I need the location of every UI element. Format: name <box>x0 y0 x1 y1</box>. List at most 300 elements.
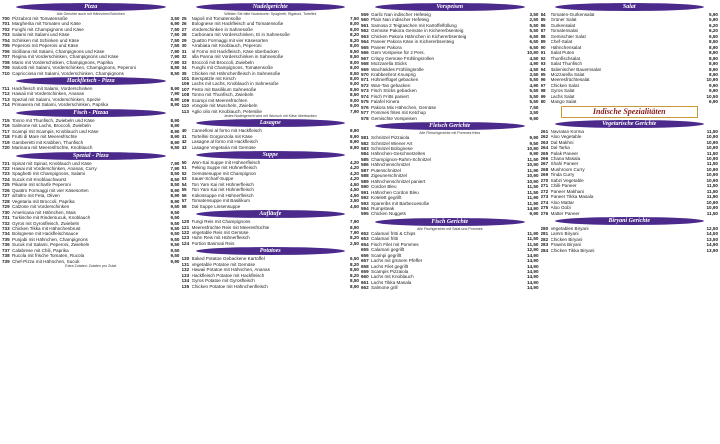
item-price: 7,90 <box>350 108 359 114</box>
item-price: 5,90 <box>709 17 718 23</box>
item-number: 265 <box>540 150 549 156</box>
section-subtitle: Extra Zutaten: Zutaten pro Zutat <box>65 264 117 269</box>
item-name: Meeresfrüchte Reis mit Meeresfrüchte <box>191 224 270 230</box>
menu-item <box>182 145 360 150</box>
item-name: Pikante mit scharfe Peperoni <box>12 182 71 188</box>
item-price: 4,50 <box>350 187 359 193</box>
item-number: 96 <box>540 77 546 83</box>
item-price: 9,00 <box>350 97 359 103</box>
item-number: 718 <box>2 134 10 140</box>
item-price: 3,50 <box>170 16 180 21</box>
item-name: Pesto mit Basilikum Sahnesoße <box>191 86 257 92</box>
item-number: 135 <box>181 283 190 289</box>
menu-item <box>2 102 180 107</box>
item-number: 701 <box>2 21 10 27</box>
item-price: 5,90 <box>709 12 718 17</box>
item-name: alla Panna mit Vorderschinken in Sahnesoße <box>191 54 284 60</box>
section-subtitle: Jedes Nudelgericht wird mit Wunsch mit Käse überbacken <box>223 114 317 119</box>
item-number: 732 <box>2 220 10 226</box>
item-number: 55 <box>181 187 187 193</box>
item-name: Lasagne al forno mit Hackfleisch <box>191 139 258 145</box>
item-name: Margherita mit Tomaten und Käse <box>12 21 81 27</box>
item-name: Hähnchensalat <box>550 44 582 50</box>
item-number: 573 <box>361 88 369 94</box>
item-number: 584 <box>361 151 369 157</box>
item-price: 2,50 <box>350 240 359 246</box>
item-name: Crispy Gemüse Frühlingsrollen <box>371 55 435 61</box>
item-number: 94 <box>540 66 546 72</box>
item-number: 739 <box>2 258 10 264</box>
item-name: Italienischer Bauernsalat <box>550 66 601 72</box>
section-header: Hackfleisch - Pizza <box>16 77 166 85</box>
item-price: 8,20 <box>350 261 359 267</box>
item-name: Tomatensalat <box>550 28 578 34</box>
item-price: 8,00 <box>350 65 359 71</box>
item-name: Meeresfrüchtesalat <box>550 77 590 83</box>
item-price: 8,90 <box>709 66 718 72</box>
item-name: Chicken Tikka mit Hähnchenbrust <box>12 225 81 231</box>
item-number: 29 <box>181 37 187 43</box>
section-header: Fisch Gerichte <box>375 218 525 226</box>
menu-item <box>2 145 180 150</box>
item-name: Marinara mit Meeresfrüchte, Knoblauch <box>12 145 93 151</box>
item-name: Tonno mit Thunfisch, Zwiebeln <box>191 92 254 98</box>
item-number: 97 <box>540 82 546 88</box>
item-number: 585 <box>361 156 369 162</box>
item-price: 8,90 <box>170 193 180 199</box>
item-price: 3,50 <box>529 71 539 77</box>
item-name: Paneer Pakora <box>371 44 402 50</box>
item-name: Frutti di Mare mit Meeresfrüchte <box>12 134 78 140</box>
item-number: 28 <box>181 32 187 38</box>
item-name: Putenschnitzel <box>371 167 401 173</box>
item-price: 5,50 <box>529 22 539 28</box>
item-number: 714 <box>2 102 10 108</box>
item-name: Bierspätzle mit Kirsch <box>191 75 236 81</box>
item-number: 113 <box>181 108 189 114</box>
indian-specialties-banner: Indische Spezialitäten <box>561 106 699 118</box>
section-header: Nudelgerichte <box>196 3 346 11</box>
item-name: Salmone mit Lachs, Broccoli, Zwiebeln <box>12 123 91 129</box>
item-name: Bolognese mit Hackfleisch und Tomatensoße <box>191 21 284 27</box>
item-name: Gamberetti mit Krabben, Thunfisch <box>12 139 84 145</box>
item-name: Shahi Paneer <box>550 161 579 167</box>
item-price: 8,50 <box>170 171 180 177</box>
item-number: 737 <box>2 247 10 253</box>
item-name: Gemischte Vorspeisen <box>371 115 417 121</box>
item-number: 735 <box>2 236 10 242</box>
item-number: 92 <box>540 55 546 61</box>
item-name: Americana mit Hähnchen, Mais <box>12 209 76 215</box>
item-name: Hähnchenschnitzel paniert <box>371 178 426 184</box>
item-price: 4,20 <box>350 159 359 165</box>
item-price: 11,50 <box>527 241 539 247</box>
item-name: Navratan Korma <box>550 128 584 134</box>
item-name: Chicken Salat <box>550 82 579 88</box>
item-name: Lachs Tikka Masala <box>371 279 412 285</box>
item-number: 134 <box>181 278 190 284</box>
item-number: 712 <box>2 91 10 97</box>
item-number: 90 <box>540 44 546 50</box>
item-price: 8,50 <box>170 182 180 188</box>
item-number: 720 <box>2 145 10 151</box>
item-name: Lachs mit grünem Pfeffer <box>371 258 423 264</box>
item-number: 705 <box>2 43 10 49</box>
item-number: 284 <box>540 247 549 253</box>
menu-column-3 <box>361 2 539 442</box>
menu-item <box>182 204 360 209</box>
item-price: 9,50 <box>170 209 180 215</box>
item-name: Paneer Pakora Käse in Kichererbsenteig <box>371 39 454 45</box>
item-name: Tomaten-Gurkensalat <box>550 12 595 17</box>
item-name: Hawaii mit Vorderschinken, Ananas <box>12 91 85 97</box>
item-price: 11,90 <box>527 230 539 236</box>
item-name: Pizzabrot mit Tomatensoße <box>12 16 68 21</box>
item-price: 4,50 <box>350 203 359 209</box>
item-price: 2,50 <box>529 17 539 23</box>
item-price: 8,50 <box>350 70 359 76</box>
item-price: 11,50 <box>527 189 539 195</box>
item-name: Cordon Bleu <box>371 184 397 190</box>
item-number: 123 <box>181 235 190 241</box>
item-name: Pakora Mix Hähnchen, Gemüse <box>371 104 437 110</box>
item-name: Spezial mit Salami, Vorderschinken, Spezie <box>12 96 101 102</box>
section-header: Aufläufe <box>196 210 346 218</box>
item-price: 3,50 <box>529 110 539 116</box>
item-price: 8,50 <box>350 278 359 284</box>
item-name: Napoli mit Tomatensoße <box>191 16 241 21</box>
item-number: 280 <box>540 225 549 231</box>
item-name: all'altro mit Feta, Oliven <box>12 193 60 199</box>
item-price: 11,50 <box>706 128 718 134</box>
item-number: 80 <box>540 99 546 105</box>
item-number: 565 <box>361 44 369 50</box>
menu-column-2 <box>182 2 360 442</box>
item-price: 10,90 <box>527 50 539 56</box>
item-name: Gemüsesuppe mit Champignon <box>191 170 257 176</box>
item-number: 727 <box>2 193 10 199</box>
item-name: Dal Tarka <box>550 145 570 151</box>
item-price: 4,50 <box>350 181 359 187</box>
item-price: 8,00 <box>350 26 359 32</box>
item-price: 9,50 <box>170 242 180 248</box>
item-number: 261 <box>540 128 549 134</box>
item-name: Calamari fritti & Chips <box>371 230 416 236</box>
item-number: 269 <box>540 172 549 178</box>
item-name: Rumpsteak <box>371 205 395 211</box>
item-number: 559 <box>361 12 369 17</box>
item-number: 724 <box>2 176 10 182</box>
item-price: 12,50 <box>706 225 718 231</box>
item-name: Spinat mit Spinat, Knoblauch und Käse <box>12 160 92 166</box>
menu-item <box>361 116 539 121</box>
item-number: 708 <box>2 59 10 65</box>
item-price: 14,90 <box>706 242 718 248</box>
item-name: Fisch Sticks gebacken <box>371 88 417 94</box>
section-subtitle: Alle Gerichte auch mit Hähnchen/Schinken <box>56 12 125 16</box>
item-price: 11,50 <box>706 161 718 167</box>
item-price: 8,90 <box>170 123 180 129</box>
item-number: 715 <box>2 117 10 123</box>
item-number: 51 <box>181 165 187 171</box>
section-header: Pizza <box>16 3 166 11</box>
item-price: 8,90 <box>709 71 718 77</box>
item-name: Won-Sai Suppe mit Hühnerfleisch <box>191 159 261 165</box>
menu-item <box>541 211 719 216</box>
item-name: Fisch Filet mit Pommes <box>371 241 419 247</box>
item-name: Vorderschinken in Sahnesoße <box>191 26 253 32</box>
item-number: 713 <box>2 96 10 102</box>
item-price: 6,50 <box>529 39 539 45</box>
item-number: 106 <box>181 81 190 87</box>
item-price: 5,50 <box>529 77 539 83</box>
menu-item <box>541 99 719 104</box>
item-number: 717 <box>2 128 10 134</box>
section-header: Biryani Gerichte <box>555 217 705 225</box>
item-number: 653 <box>361 236 369 242</box>
item-number: 262 <box>540 134 549 140</box>
item-price: 7,50 <box>170 37 180 43</box>
item-number: 124 <box>181 240 190 246</box>
item-name: Hähnchen Cordon Bleu <box>371 189 419 195</box>
item-price: 6,50 <box>709 33 718 39</box>
item-price: 8,90 <box>170 198 180 204</box>
item-number: 263 <box>540 139 549 145</box>
item-name: Peperoni mit Peperoni und Käse <box>12 43 79 49</box>
item-number: 271 <box>540 183 549 189</box>
item-name: Gyros Salat <box>550 88 575 94</box>
item-name: Capricciosa mit Salami, Vorderschinken, Champignons <box>12 70 124 76</box>
section-header: Fisch - Pizzaa <box>16 109 166 117</box>
item-name: Thunfischsalat <box>550 55 581 61</box>
item-number: 569 <box>361 66 369 72</box>
item-price: 10,90 <box>706 145 718 151</box>
item-price: 7,50 <box>529 104 539 110</box>
item-name: Ton Yam Kai mit Hühnerfleisch <box>191 181 254 187</box>
item-name: Ton Yam Kai mit Hühnerfleisch <box>191 187 254 193</box>
item-price: 11,50 <box>706 150 718 156</box>
item-name: Gem Vorspeise für 2 Pers. <box>371 50 425 56</box>
item-price: 8,20 <box>350 272 359 278</box>
item-name: Salami mit Salami und Käse <box>12 32 70 38</box>
item-price: 11,90 <box>706 194 718 200</box>
item-number: 709 <box>2 65 10 71</box>
item-name: Krabbenbrot Knusprig <box>371 71 416 77</box>
item-number: 733 <box>2 225 10 231</box>
item-number: 587 <box>361 167 369 173</box>
item-price: 10,90 <box>527 145 539 151</box>
item-number: 575 <box>361 99 369 105</box>
item-number: 591 <box>361 189 369 195</box>
item-price: 8,00 <box>350 75 359 81</box>
item-number: 561 <box>361 22 369 28</box>
item-number: 706 <box>2 48 10 54</box>
item-name: Chef-Salat <box>550 39 573 45</box>
item-price: 7,50 <box>170 43 180 49</box>
item-name: Pommes frites mit Ketchup <box>371 110 426 116</box>
item-number: 121 <box>181 224 190 230</box>
section-header: Fleisch Gerichte <box>375 122 525 130</box>
item-price: 10,90 <box>706 199 718 205</box>
item-number: 592 <box>361 195 369 201</box>
item-number: 716 <box>2 123 10 129</box>
item-name: Vegetable Reis mit Gemüse <box>191 229 249 235</box>
item-name: Rucola mit frische Tomaten, Rucola <box>12 253 85 259</box>
item-price: 8,90 <box>170 102 180 108</box>
item-number: 54 <box>181 181 187 187</box>
item-name: Tinda Curry <box>550 172 575 178</box>
item-name: Vegetable Potatoe mit Gemüse <box>191 261 256 267</box>
item-name: Regina mit Vorderschinken, Champignons und Käse <box>12 54 119 60</box>
item-name: Scampi mit Meeresfrüchten <box>191 97 248 103</box>
section-header: Suppe <box>196 151 346 159</box>
item-name: Fungi Reis mit Champignons <box>191 219 251 225</box>
item-price: 7,90 <box>170 91 180 97</box>
item-price: 8,90 <box>709 44 718 50</box>
item-price: 7,90 <box>170 165 180 171</box>
item-price: 4,50 <box>529 66 539 72</box>
item-price: 10,90 <box>706 177 718 183</box>
item-name: Schnitzel Pizzaiola <box>371 135 410 141</box>
item-name: Lamm Biryani <box>550 231 579 237</box>
item-number: 57 <box>181 198 187 204</box>
item-number: 582 <box>361 140 369 146</box>
item-number: 272 <box>540 188 549 194</box>
item-price: 11,50 <box>706 183 718 189</box>
item-name: Grüner Salat <box>550 17 577 23</box>
item-price: 10,90 <box>527 173 539 179</box>
item-number: 593 <box>361 200 369 206</box>
item-price: 6,90 <box>709 99 718 105</box>
item-price: 8,50 <box>350 86 359 92</box>
item-number: 32 <box>181 54 187 60</box>
item-name: Aloo Vegetable <box>550 134 582 140</box>
item-number: 658 <box>361 263 369 269</box>
item-name: Arrabiata mit Knoblauch, Peperoni <box>191 43 262 49</box>
item-name: Salcotti mit Salami, Vorderschinken, Champignons, Peperoni <box>12 65 136 71</box>
item-number: 84 <box>540 12 546 17</box>
item-price: 11,50 <box>706 210 718 216</box>
item-name: Palak Paneer <box>550 150 579 156</box>
item-number: 86 <box>540 22 546 28</box>
item-price: 9,90 <box>529 115 539 121</box>
item-name: Aloo Gobi <box>550 205 571 211</box>
item-number: 110 <box>181 103 189 109</box>
item-number: 56 <box>181 192 187 198</box>
item-price: 8,90 <box>709 55 718 61</box>
item-name: Spareribs mit Barbecuesoße <box>371 200 430 206</box>
item-name: Lachs Salat <box>550 93 575 99</box>
item-number: 120 <box>181 219 190 225</box>
item-number: 88 <box>540 33 546 39</box>
item-name: Schnitzel Bolognese <box>371 145 413 151</box>
item-price: 11,90 <box>527 200 539 206</box>
item-name: Calzone mit Vorderschinken <box>12 204 70 210</box>
menu-item <box>541 248 719 253</box>
item-price: 14,90 <box>527 274 539 280</box>
item-price: 11,50 <box>706 188 718 194</box>
item-price: 12,90 <box>527 247 539 253</box>
item-number: 588 <box>361 173 369 179</box>
item-number: 657 <box>361 258 369 264</box>
item-number: 731 <box>2 215 10 221</box>
item-price: 9,90 <box>709 88 718 94</box>
item-price: 9,50 <box>170 236 180 242</box>
item-number: 736 <box>2 242 10 248</box>
item-name: Plain Nan indischer Hefeteig <box>371 17 429 23</box>
item-name: Turkische mit Rindersucuk, Knoblauch <box>12 215 91 221</box>
item-name: Gemischter Salat <box>550 33 586 39</box>
item-number: 31 <box>181 48 187 54</box>
item-name: Salat Puten <box>550 50 575 56</box>
item-name: Vongole mit Muscheln, Zwiebeln <box>191 103 258 109</box>
item-name: Baked Potatoe Gebackene Kartoffel <box>191 256 265 262</box>
item-name: Tomatensuppe mit Basilikum <box>191 198 250 204</box>
item-number: 98 <box>540 88 546 94</box>
item-name: Hähnchenschnitzel <box>371 162 410 168</box>
item-name: Vegetables Biryani <box>550 225 589 231</box>
item-number: 122 <box>181 229 190 235</box>
item-name: Prawns Biryani <box>550 242 582 248</box>
item-number: 703 <box>2 32 10 38</box>
item-price: 7,90 <box>170 59 180 65</box>
item-price: 8,90 <box>350 133 359 139</box>
item-price: 4,50 <box>350 192 359 198</box>
item-number: 577 <box>361 110 369 116</box>
item-name: Calabrese mit Chili, Paprika <box>12 247 69 253</box>
item-price: 9,50 <box>170 215 180 221</box>
item-name: Hawaii Potatoe mit Hähnchen, Ananas <box>191 267 270 273</box>
item-number: 711 <box>2 85 10 91</box>
item-price: 14,90 <box>527 258 539 264</box>
item-price: 8,90 <box>170 187 180 193</box>
item-number: 276 <box>540 210 549 216</box>
item-price: 8,90 <box>170 96 180 102</box>
menu-item <box>2 71 180 76</box>
item-name: Quattro Formaggi mit vier Käsesorten <box>12 187 89 193</box>
item-price: 8,50 <box>170 176 180 182</box>
item-number: 568 <box>361 61 369 67</box>
item-number: 652 <box>361 230 369 236</box>
item-number: 562 <box>361 28 369 34</box>
item-number: 58 <box>181 203 187 209</box>
menu-item <box>361 285 539 290</box>
item-name: Aloo Mattar <box>550 199 574 205</box>
item-number: 574 <box>361 93 369 99</box>
item-price: 9,50 <box>170 204 180 210</box>
item-price: 10,90 <box>706 134 718 140</box>
item-number: 564 <box>361 39 369 45</box>
item-price: 9,90 <box>170 258 180 264</box>
item-number: 275 <box>540 205 549 211</box>
item-name: Chef-Pizza mit Hähnchen, Sucuk <box>12 258 80 264</box>
item-name: Hawai mit Vorderschinken, Ananas, Curry <box>12 165 97 171</box>
item-price: 8,50 <box>350 48 359 54</box>
item-name: Salat Thunfisch <box>550 61 583 67</box>
item-name: Champignon-Rahm-Schnitzel <box>371 156 432 162</box>
item-number: 656 <box>361 252 369 258</box>
item-number: 26 <box>181 21 187 27</box>
item-number: 719 <box>2 139 10 145</box>
item-number: 654 <box>361 241 369 247</box>
item-price: 9,90 <box>529 211 539 217</box>
item-price: 8,20 <box>350 37 359 43</box>
item-price: 11,50 <box>527 156 539 162</box>
item-name: Mozzarella Sticks <box>371 61 407 67</box>
item-number: 35 <box>181 70 187 76</box>
item-name: Chicken mit Hähnchenfleisch in Sahnesoße <box>191 70 281 76</box>
item-price: 10,90 <box>706 205 718 211</box>
